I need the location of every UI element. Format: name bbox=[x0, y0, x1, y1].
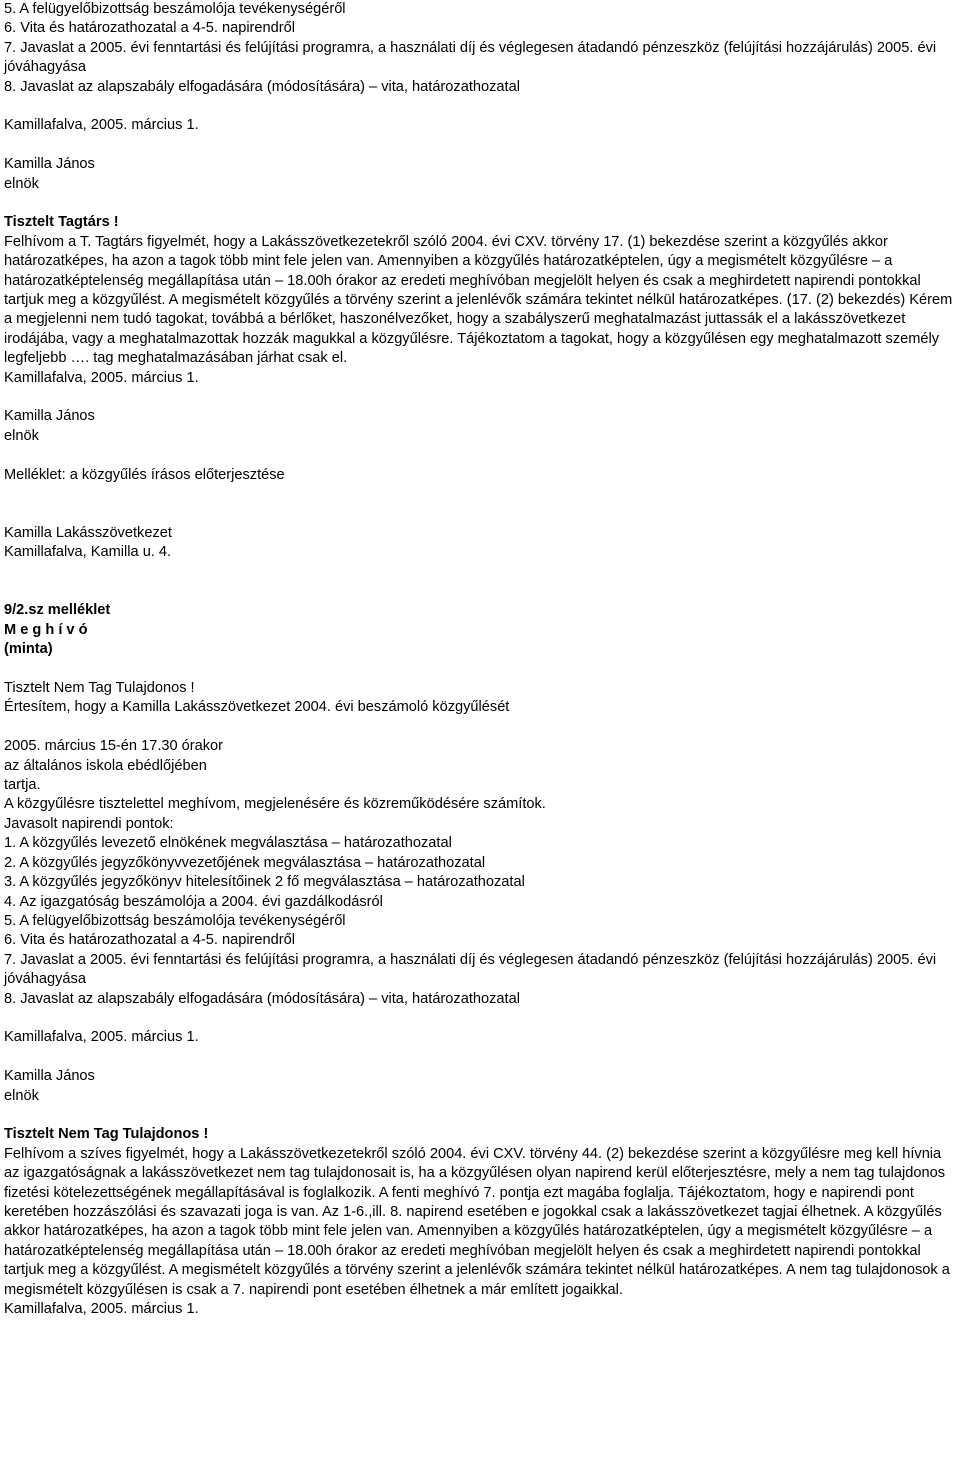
annex-subtitle: (minta) bbox=[4, 641, 53, 658]
letter-greeting: Tisztelt Nem Tag Tulajdonos ! bbox=[4, 1126, 209, 1143]
agenda-item: 6. Vita és határozathozatal a 4-5. napirendről bbox=[4, 20, 295, 37]
agenda-item: 4. Az igazgatóság beszámolója a 2004. évi gazdálkodásról bbox=[4, 893, 383, 910]
meeting-tartja: tartja. bbox=[4, 777, 41, 794]
org-address: Kamillafalva, Kamilla u. 4. bbox=[4, 544, 172, 561]
agenda-item: 6. Vita és határozathozatal a 4-5. napirendről bbox=[4, 932, 295, 949]
agenda-item: 2. A közgyűlés jegyzőkönyvvezetőjének megválasztása – határozathozatal bbox=[4, 854, 486, 871]
place-date: Kamillafalva, 2005. március 1. bbox=[4, 1029, 199, 1046]
meeting-place: az általános iskola ebédlőjében bbox=[4, 757, 207, 774]
agenda-item: 3. A közgyűlés jegyzőkönyv hitelesítőinek 2 fő megválasztása – határozathozatal bbox=[4, 874, 525, 891]
agenda-item: 7. Javaslat a 2005. évi fenntartási és felújítási programra, a használati díj és véglegesen átadandó pénzeszköz (felújítási hozzájárulás) 2005. évi jóváhagyása bbox=[4, 39, 941, 76]
invitation-text: A közgyűlésre tisztelettel meghívom, megjelenésére és közreműködésére számítok. bbox=[4, 796, 546, 813]
agenda-item: 1. A közgyűlés levezető elnökének megválasztása – határozathozatal bbox=[4, 835, 452, 852]
invitation-greeting: Tisztelt Nem Tag Tulajdonos ! bbox=[4, 680, 195, 697]
agenda-title: Javasolt napirendi pontok: bbox=[4, 815, 174, 832]
signatory-role: elnök bbox=[4, 1087, 39, 1104]
letter-greeting: Tisztelt Tagtárs ! bbox=[4, 214, 119, 231]
place-date: Kamillafalva, 2005. március 1. bbox=[4, 1301, 199, 1317]
invitation-intro: Értesítem, hogy a Kamilla Lakásszövetkezet 2004. évi beszámoló közgyűlését bbox=[4, 699, 510, 716]
letter-body: Felhívom a szíves figyelmét, hogy a Lakásszövetkezetekről szóló 2004. évi CXV. törvény 44. (2) bekezdése szerint a közgyűlésre meg kell hívnia az igazgatóságnak a lakásszövetkezet nem tag tulajdonosait is, ha a közgyűlésen olyan napirend kerül előterjesztésre, mely a nem tag tulajdonos fizetési kötelezettségének megállapításával is foglalkozik. A fenti meghívó 7. pontja ezt magába foglalja. Tájékoztatom, hogy e napirendi pont keretében hozzászólási és szavazati joga is van. Az 1-6.,ill. 8. napirend esetében e jogokkal csak a lakásszövetkezet tagjai élhetnek. A közgyűlés akkor határozatképes, ha azon a tagok több mint fele jelen van. Amennyiben a közgyűlés határozatképtelen, úgy a megismételt közgyűlésre – a határozatképtelenség megállapítása után – 18.00h órakor az eredeti meghívóban megjelölt helyen és csak a meghirdetett napirendi pontokkal tartjuk meg a közgyűlést. A megismételt közgyűlés a törvény szerint a jelenlévők számára tekintet nélkül határozatképes. A nem tag tulajdonosok a megismételt közgyűlésen is csak a 7. napirendi pont esetében élhetnek a már említett jogaikkal. bbox=[4, 1145, 950, 1298]
agenda-item: 8. Javaslat az alapszabály elfogadására (módosítására) – vita, határozathozatal bbox=[4, 78, 520, 95]
org-name: Kamilla Lakásszövetkezet bbox=[4, 524, 172, 541]
signatory-role: elnök bbox=[4, 427, 39, 444]
signatory-role: elnök bbox=[4, 175, 39, 192]
place-date: Kamillafalva, 2005. március 1. bbox=[4, 369, 199, 386]
place-date: Kamillafalva, 2005. március 1. bbox=[4, 117, 199, 134]
agenda-item: 5. A felügyelőbizottság beszámolója tevékenységéről bbox=[4, 912, 346, 929]
agenda-item: 7. Javaslat a 2005. évi fenntartási és felújítási programra, a használati díj és véglegesen átadandó pénzeszköz (felújítási hozzájárulás) 2005. évi jóváhagyása bbox=[4, 951, 941, 988]
annex-number: 9/2.sz melléklet bbox=[4, 602, 111, 619]
agenda-item: 5. A felügyelőbizottság beszámolója tevékenységéről bbox=[4, 1, 346, 17]
signatory-name: Kamilla János bbox=[4, 1068, 95, 1085]
attachment-note: Melléklet: a közgyűlés írásos előterjesztése bbox=[4, 466, 285, 483]
meeting-time: 2005. március 15-én 17.30 órakor bbox=[4, 738, 224, 755]
letter-body: Felhívom a T. Tagtárs figyelmét, hogy a Lakásszövetkezetekről szóló 2004. évi CXV. törvény 17. (1) bekezdése szerint a közgyűlés akkor határozatképes, ha azon a tagok több mint fele jelen van. Amennyiben a közgyűlés határozatképtelen, úgy a megismételt közgyűlésre – a határozatképtelenség megállapítása után – 18.00h órakor az eredeti meghívóban megjelölt helyen és csak a meghirdetett napirendi pontokkal tartjuk meg a közgyűlést. A megismételt közgyűlés a törvény szerint a jelenlévők számára tekintet nélkül határozatképes. (17. (2) bekezdés) Kérem a megjelenni nem tudó tagokat, továbbá a bérlőket, haszonélvezőket, hogy a szabályszerű meghatalmazást juttassák el a lakásszövetkezet irodájába, vagy a meghatalmazottak hozzák magukkal a közgyűlésre. Tájékoztatom a tagokat, hogy a közgyűlésen egy meghatalmazott személy legfeljebb …. tag meghatalmazásában járhat csak el. bbox=[4, 233, 953, 367]
signatory-name: Kamilla János bbox=[4, 156, 95, 173]
agenda-item: 8. Javaslat az alapszabály elfogadására (módosítására) – vita, határozathozatal bbox=[4, 990, 520, 1007]
annex-title: M e g h í v ó bbox=[4, 621, 88, 638]
signatory-name: Kamilla János bbox=[4, 408, 95, 425]
